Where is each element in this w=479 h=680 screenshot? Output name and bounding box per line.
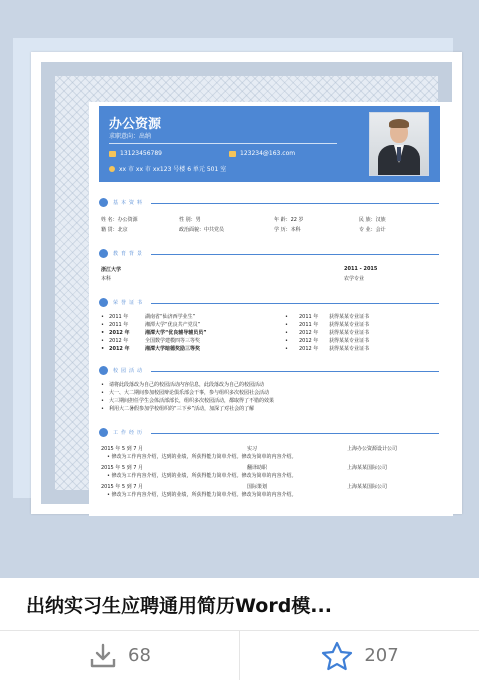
list-item: • 2012 年 湘潭大学“优良辅导辅员员” [101, 330, 207, 336]
work-company: 上海某某国际公司 [347, 484, 388, 490]
email-row [229, 150, 295, 157]
favorite-button[interactable] [239, 631, 479, 680]
basic-cell: 学 历：本科 [274, 227, 301, 233]
resume-name: 办公资源 [109, 117, 162, 132]
list-item: • 利用大二暑假参加学校组织的“三下乡”活动，加深了对社会的了解 [101, 406, 255, 412]
download-button[interactable] [0, 631, 239, 680]
mail-icon [229, 151, 236, 157]
section-work: 工作经历 [99, 428, 439, 438]
work-desc: • 修改为工作内容介绍，达到的业绩，所获得能力简单介绍。修改为简单的内容介绍。 [107, 454, 297, 460]
degree: 本科 [101, 276, 112, 282]
work-company: 上海办公资源设计公司 [347, 446, 398, 452]
decorative-border [41, 62, 452, 504]
address-row [109, 164, 226, 173]
work-role: 翻译助职 [247, 465, 268, 471]
work-company: 上海某某国际公司 [347, 465, 388, 471]
phone-row [109, 150, 162, 157]
section-basic: 基本资料 [99, 198, 439, 208]
phone-text: 13123456789 [120, 150, 162, 157]
work-role: 实习 [247, 446, 258, 452]
basic-cell: 年 龄：22 岁 [274, 217, 304, 223]
email-text: 123234@163.com [240, 150, 296, 157]
basic-cell: 籍 贯：北京 [101, 227, 128, 233]
flag-icon [99, 366, 108, 375]
basic-cell: 政治面貌：中共党员 [179, 227, 225, 233]
download-icon [88, 643, 118, 669]
list-item: • 2012 年 湘潭大学暗德奖励三等奖 [101, 346, 201, 352]
resume-thumbnail[interactable] [31, 52, 462, 514]
template-title[interactable]: 出纳实习生应聘通用简历Word模... [26, 594, 332, 617]
header-rule [109, 143, 337, 144]
section-campus: 校园活动 [99, 366, 439, 376]
download-count: 68 [128, 645, 151, 666]
address-text: xx 市 xx 市 xx123 号楼 6 单元 501 室 [119, 166, 227, 173]
section-awards: 荣誉证书 [99, 298, 439, 308]
work-role: 国际策划 [247, 484, 268, 490]
major: 农学专业 [344, 276, 365, 282]
list-item: • 2012 年 全国数学建模四等三等奖 [101, 338, 201, 344]
basic-cell: 专 业：会计 [359, 227, 386, 233]
favorite-count: 207 [364, 645, 399, 666]
basic-cell: 性 别：男 [179, 217, 201, 223]
edu-years: 2011 - 2015 [344, 266, 378, 272]
list-item: • 大一、大二期间参加校园辩论俱乐部会干事，参与组织多次校园社会活动 [101, 390, 270, 396]
job-intent: 求职意向：出纳 [109, 133, 152, 140]
awards-left-list [101, 313, 207, 353]
list-item: • 请将此段落改为自己的校园活动内容信息，此段落改为自己的校园活动 [101, 382, 265, 388]
section-education: 教育背景 [99, 249, 439, 259]
basic-cell: 民 族：汉族 [359, 217, 386, 223]
star-icon [320, 641, 354, 671]
award-icon [99, 298, 108, 307]
user-icon [99, 198, 108, 207]
stats-bar [0, 630, 479, 680]
awards-right-list [285, 313, 369, 353]
campus-list [101, 381, 274, 413]
list-item: • 2011 年 湖南省“仙济西学业生” [101, 314, 196, 320]
resume-sheet [89, 102, 453, 516]
basic-cell: 姓 名：办公资源 [101, 217, 138, 223]
resume-header [99, 106, 440, 182]
list-item: • 2012 年 获得某某专业证书 [285, 338, 370, 344]
graduation-cap-icon [99, 249, 108, 258]
work-desc: • 修改为工作内容介绍，达到的业绩，所获得能力简单介绍。修改为简单的内容介绍。 [107, 492, 297, 498]
list-item: • 大三期间担任学生会体活部部长，组织多次校园活动，都取得了不错的效果 [101, 398, 275, 404]
location-icon [109, 166, 115, 172]
profile-photo [369, 112, 429, 176]
work-date: 2015 年 5 到 7 月 [101, 484, 144, 490]
work-date: 2015 年 5 到 7 月 [101, 465, 144, 471]
list-item: • 2011 年 获得某某专业证书 [285, 322, 370, 328]
list-item: • 2012 年 获得某某专业证书 [285, 346, 370, 352]
school-name: 浙江大学 [101, 267, 122, 273]
list-item: • 2011 年 获得某某专业证书 [285, 314, 370, 320]
list-item: • 2011 年 湘潭大学“优良共产党员” [101, 322, 201, 328]
list-item: • 2012 年 获得某某专业证书 [285, 330, 370, 336]
work-date: 2015 年 5 到 7 月 [101, 446, 144, 452]
briefcase-icon [99, 428, 108, 437]
work-desc: • 修改为工作内容介绍，达到的业绩，所获得能力简单介绍。修改为简单的内容介绍。 [107, 473, 297, 479]
phone-icon [109, 151, 116, 157]
